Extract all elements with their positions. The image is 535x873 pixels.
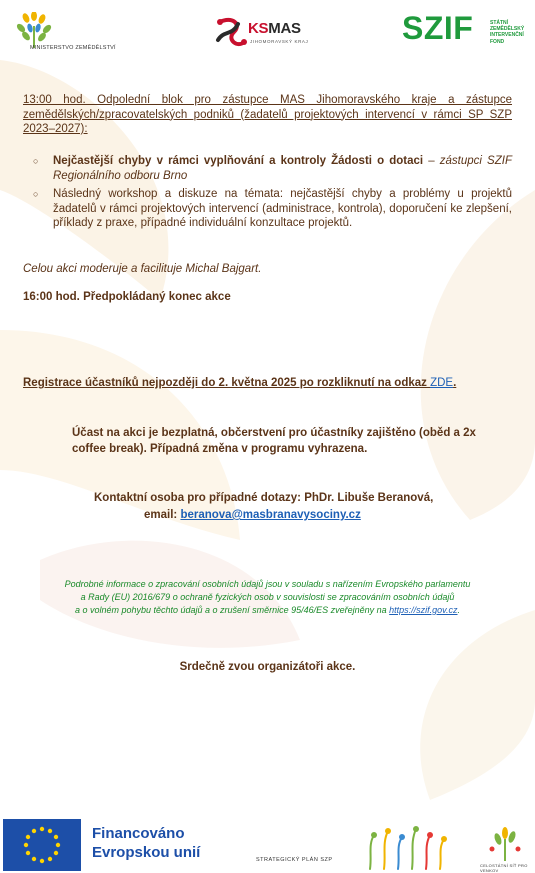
registration-link[interactable]: ZDE: [430, 377, 454, 389]
bg-leaf-right: [421, 190, 535, 520]
registration-note: [23, 377, 456, 389]
end-time: 16:00 hod. Předpokládaný konec akce: [23, 291, 231, 303]
gdpr-line-1: Podrobné informace o zpracování osobních údajů jsou v souladu s nařízením Evropského parlamentu: [64, 579, 471, 589]
eu-line-2: Evropskou unií: [92, 844, 201, 861]
registration-text: Registrace účastníků nejpozději do 2. května 2025 po rozkliknutí na odkaz: [23, 377, 431, 389]
szif-wordmark: SZIF: [402, 10, 474, 46]
szif-website-link[interactable]: https://szif.gov.cz: [389, 605, 458, 615]
contact-block: [94, 490, 514, 524]
list-item: [23, 187, 512, 231]
ministerstvo-zemedelstvi-logo: [8, 12, 128, 60]
bullet-dash: –: [423, 155, 440, 167]
email-label: email:: [144, 509, 181, 521]
gdpr-notice: [16, 578, 519, 617]
celostatni-sit-label: CELOSTÁTNÍ SÍŤ PRO VENKOV: [480, 863, 528, 873]
ksmas-subtitle: JIHOMORAVSKÝ KRAJ: [250, 39, 309, 44]
gdpr-line-2: a Rady (EU) 2016/679 o ochraně fyzických osob v souvislosti se zpracováním osobních údajů: [80, 592, 455, 602]
afternoon-block-heading: 13:00 hod. Odpolední blok pro zástupce MAS Jihomoravského kraje a zástupce zemědělských/zpracovatelských podniků (žadatelů projektových intervencí v rámci SP SZP 2023–2027):: [23, 94, 512, 135]
gdpr-after: .: [457, 605, 461, 615]
wheat-logo-icon: [12, 12, 52, 48]
eu-stars: [3, 819, 81, 871]
contact-email-link[interactable]: beranova@masbranavysociny.cz: [180, 509, 361, 521]
contact-email-line: [94, 507, 514, 524]
bullet-circle-icon: ○: [33, 189, 39, 199]
invitation-closing: Srdečně zvou organizátoři akce.: [179, 661, 356, 673]
bullet-italic-text: zástupci SZIF Regionálního odboru Brno: [53, 155, 512, 182]
szif-logo: [402, 10, 525, 54]
moderator-note: Celou akci moderuje a facilituje Michal Bajgart.: [23, 263, 262, 275]
ksmas-logo: [212, 14, 324, 54]
plant-sprouts-icon: [360, 825, 450, 871]
ksmas-knot-icon: [212, 14, 248, 50]
contact-person: Kontaktní osoba pro případné dotazy: PhDr. Libuše Beranová,: [94, 492, 434, 504]
gdpr-line-3-text: a o volném pohybu těchto údajů a o zrušení směrnice 95/46/ES zveřejněny na: [74, 605, 390, 615]
footer-logos: [0, 815, 535, 873]
szp-label: STRATEGICKÝ PLÁN SZP: [256, 857, 333, 863]
bullet-circle-icon: ○: [33, 156, 39, 166]
bullet-bold-text: Nejčastější chyby v rámci vyplňování a kontroly Žádosti o dotaci: [53, 155, 424, 167]
list-item: [23, 154, 512, 183]
header-logos: [0, 10, 535, 58]
ksmas-title: [248, 20, 301, 37]
eu-flag-icon: [3, 819, 81, 871]
participation-note: Účast na akci je bezplatná, občerstvení pro účastníky zajištěno (oběd a 2x coffee break). Případná změna v programu vyhrazena.: [72, 427, 476, 455]
ministerstvo-label: MINISTERSTVO ZEMĚDĚLSTVÍ: [30, 45, 116, 51]
eu-funding-label: [92, 824, 200, 862]
program-bullet-list: [23, 154, 512, 235]
registration-after: .: [453, 377, 457, 389]
gdpr-line-3: [16, 604, 519, 617]
bullet-text: Následný workshop a diskuze na témata: nejčastější chyby a problémy u projektů žadatelů v rámci projektových intervencí (administrace, kontrola), doporučení ke zlepšení, příklady z praxe, případné individuální konzultace projektů.: [53, 188, 512, 229]
ksmas-ks: KS: [248, 20, 269, 37]
bg-leaf-bottom-right: [420, 610, 535, 800]
ksmas-mas: MAS: [268, 20, 301, 37]
eu-line-1: Financováno: [92, 825, 185, 842]
szif-fullname: STÁTNÍ ZEMĚDĚLSKÝ INTERVENČNÍ FOND: [490, 20, 525, 45]
